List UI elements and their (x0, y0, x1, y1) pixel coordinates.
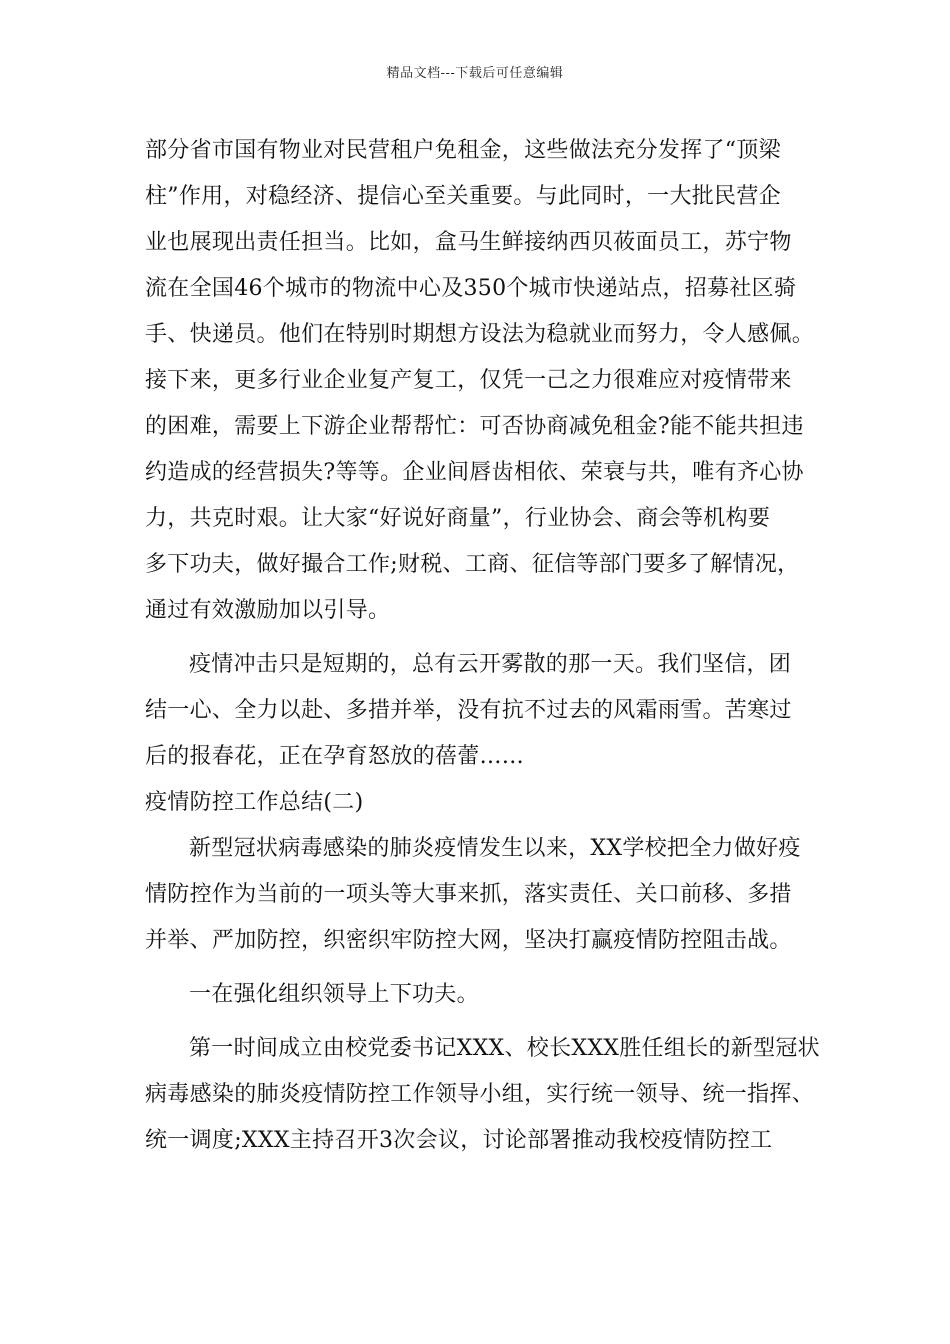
text-line: 部分省市国有物业对民营租户免租金，这些做法充分发挥了“顶梁 (145, 138, 781, 163)
text-line: 柱”作用，对稳经济、提信心至关重要。与此同时，一大批民营企 (145, 184, 781, 209)
text-line: 并举、严加防控，织密织牢防控大网，坚决打赢疫情防控阻击战。 (145, 928, 792, 953)
paragraph-4 (145, 972, 835, 1018)
paragraph-gap (145, 964, 835, 972)
text-line: 接下来，更多行业企业复产复工，仅凭一己之力很难应对疫情带来 (145, 368, 792, 393)
page-header: 精品文档---下载后可任意编辑 (386, 66, 564, 81)
paragraph-gap (145, 1018, 835, 1026)
text-line: 手、快递员。他们在特别时期想方设法为稳就业而努力，令人感佩。 (145, 322, 815, 347)
paragraph-3 (145, 826, 835, 964)
text-line: 通过有效激励加以引导。 (145, 598, 391, 623)
text-line: 流在全国46个城市的物流中心及350个城市快递站点，招募社区骑 (145, 276, 797, 301)
text-line: 业也展现出责任担当。比如，盒马生鲜接纳西贝莜面员工，苏宁物 (145, 230, 792, 255)
paragraph-gap (145, 634, 835, 642)
text-line: 的困难，需要上下游企业帮帮忙：可否协商减免租金?能不能共担违 (145, 414, 804, 439)
text-line: 统一调度;XXX主持召开3次会议，讨论部署推动我校疫情防控工 (145, 1128, 773, 1153)
text-line: 第一时间成立由校党委书记XXX、校长XXX胜任组长的新型冠状 (189, 1036, 820, 1061)
text-line: 后的报春花，正在孕育怒放的蓓蕾…… (145, 744, 525, 769)
text-line: 疫情冲击只是短期的，总有云开雾散的那一天。我们坚信，团 (189, 652, 792, 677)
paragraph-1 (145, 128, 835, 634)
text-line: 约造成的经营损失?等等。企业间唇齿相依、荣衰与共，唯有齐心协 (145, 460, 804, 485)
subheading-line: 一在强化组织领导上下功夫。 (189, 982, 479, 1007)
text-line: 力，共克时艰。让大家“好说好商量”，行业协会、商会等机构要 (145, 506, 771, 531)
text-line: 多下功夫，做好撮合工作;财税、工商、征信等部门要多了解情况， (145, 552, 800, 577)
section-title: 疫情防控工作总结(二) (145, 790, 364, 815)
section-title-block (145, 780, 835, 826)
document-body (145, 128, 835, 1164)
text-line: 病毒感染的肺炎疫情防控工作领导小组，实行统一领导、统一指挥、 (145, 1082, 815, 1107)
paragraph-5 (145, 1026, 835, 1164)
text-line: 情防控作为当前的一项头等大事来抓，落实责任、关口前移、多措 (145, 882, 792, 907)
text-line: 结一心、全力以赴、多措并举，没有抗不过去的风霜雨雪。苦寒过 (145, 698, 792, 723)
text-line: 新型冠状病毒感染的肺炎疫情发生以来，XX学校把全力做好疫 (189, 836, 801, 861)
paragraph-2 (145, 642, 835, 780)
